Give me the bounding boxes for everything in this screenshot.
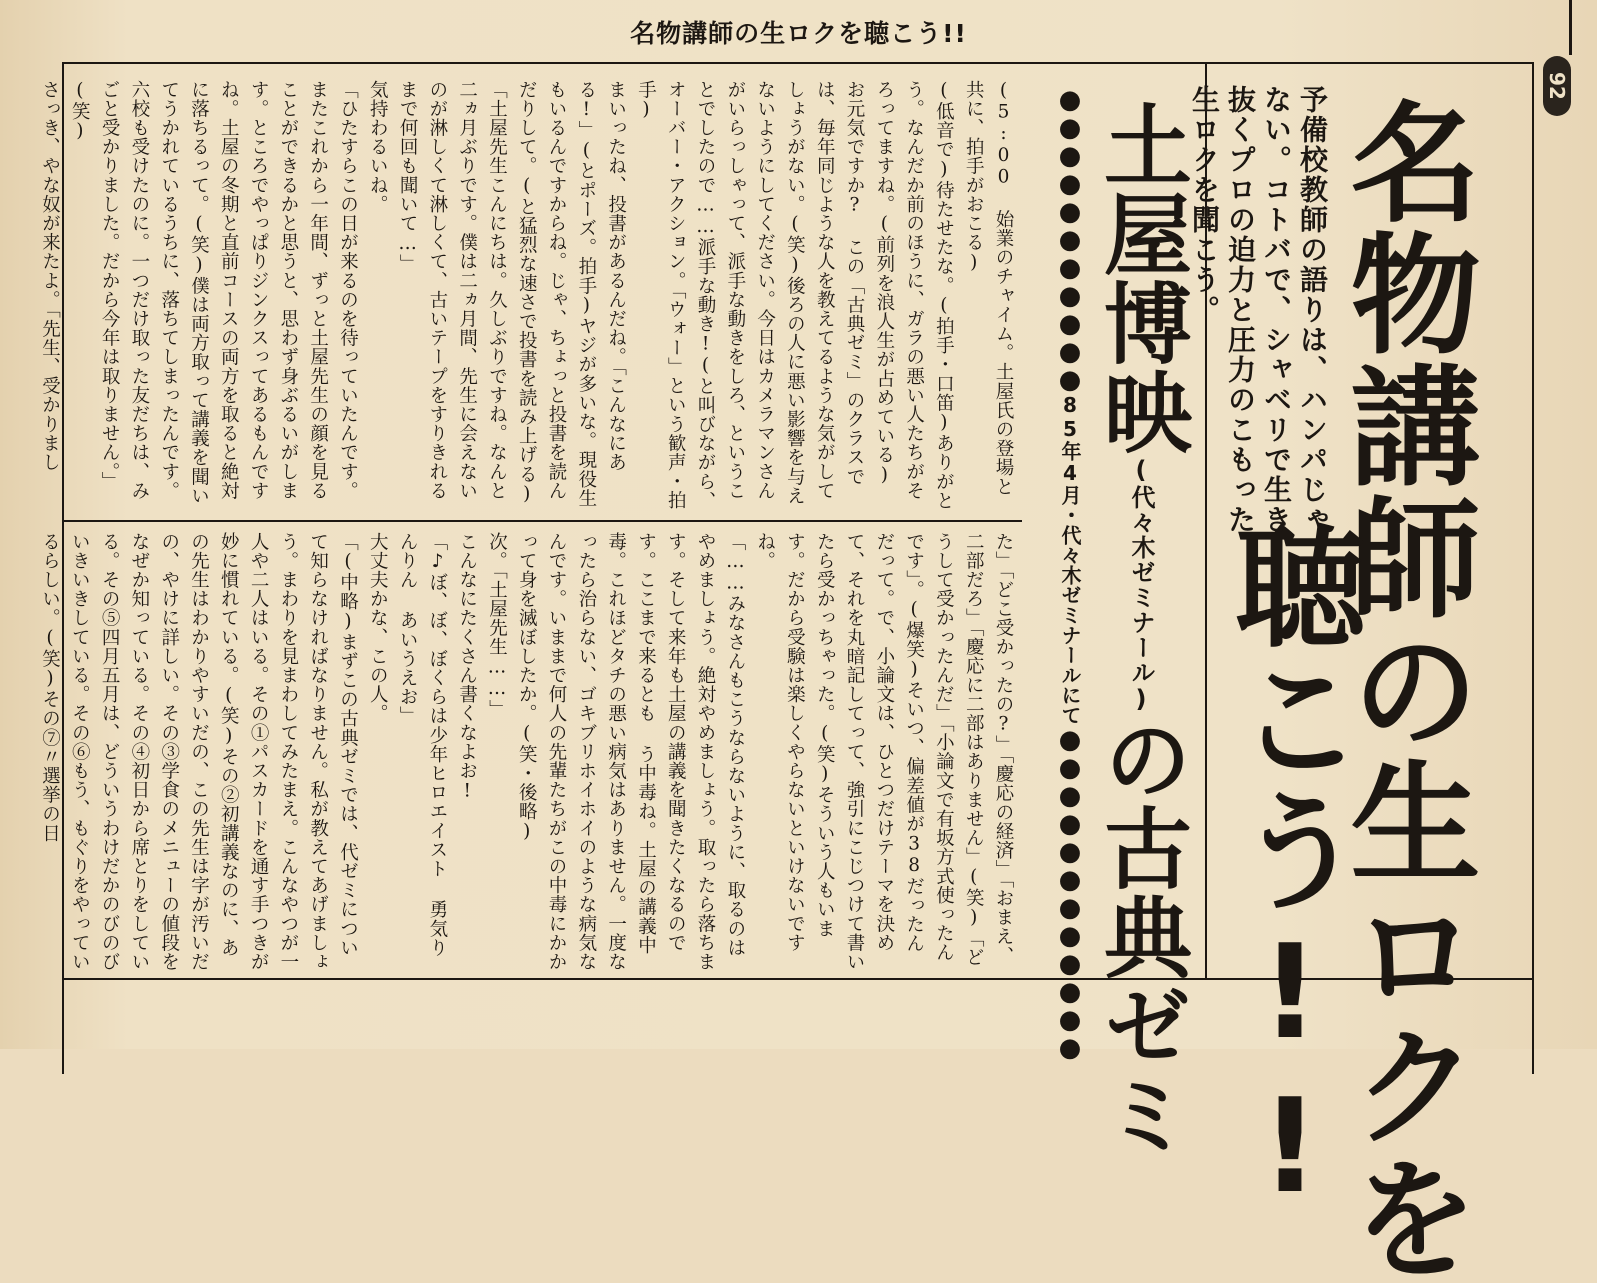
lower-para-1: た」「どこ受かったの?」「慶応の経済」「おまえ、二部だろ」「慶応に二部はありません」(笑)「どうして受かったんだ」「小論文で有坂方式使ったんです」。(爆笑)そいつ、偏差値が38だったんだって。で、小論文は、ひとつだけテーマを決めて、それを丸暗記してって、強引にこじつけて書いたら受かっちゃった。(笑)そういう人もいます。だから受験は楽しくやらないといけないですね。	[754, 532, 1014, 972]
upper-para-8: (笑)	[69, 80, 91, 143]
body-lower	[39, 532, 1018, 972]
upper-para-9: さっき、やな奴が来たよ。「先生、受かりまし	[39, 80, 61, 472]
edge-rule	[1569, 0, 1572, 55]
lower-para-5: 「♪ぼ、ぼ、ぼくらは少年ヒロエイスト 勇気りんりん あいうえお」	[397, 532, 448, 958]
dateline-text: 85年4月・代々木ゼミナールにて	[1058, 393, 1082, 725]
feature-title-line2: 聴こう!!	[1214, 520, 1366, 1224]
upper-para-4: まいったね、投書があるんだね。「こんなにある!」(とポーズ。拍手)ヤジが多いな。現役生もいるんですからね。じゃ、ちょっと投書を読んだりして。(と猛烈な速さで投書を読み上げる)	[516, 80, 627, 508]
section-title	[1090, 100, 1193, 1159]
section-title-tail: の古典ゼミ	[1090, 714, 1193, 1159]
upper-para-3: お元気ですか? この「古典ゼミ」のクラスでは、毎年同じような人を教えてるような気がしてしょうがない。(笑)後ろの人に悪い影響を与えないようにしてください。今日はカメラマンさんがいらっしゃって、派手な動きをしろ、ということでしたので……派手な動き!(と叫びながら、オーバー・アクション。「ウォー」という歓声・拍手)	[635, 80, 866, 511]
lower-para-4: こんなにたくさん書くなよお!	[456, 532, 478, 802]
lower-para-6: 大丈夫かな、この人。	[367, 532, 389, 723]
lower-para-3: 次。「土屋先生……」	[486, 532, 508, 719]
upper-para-5: 「土屋先生こんにちは。久しぶりですね。なんと二ヵ月ぶりです。僕は二ヵ月間、先生に会えないのが淋しくて淋しくて、古いテープをすりきれるまで何回も聞いて…」	[397, 80, 508, 501]
lower-para-7: 「(中略)まずこの古典ゼミでは、代ゼミについて知らなければなりません。私が教えてあげましょう。まわりを見まわしてみたまえ。こんなやつが一人や二人はいる。その①パスカードを通す手つきが妙に慣れている。(笑)その②初講義なのに、あの先生はわかりやすいだの、この先生は字が汚いだの、やけに詳しい。その③学食のメニューの値段をなぜか知っている。その④初日から席とりをしている。その⑤四月五月は、どういうわけだかのびのびいきいきしている。その⑥もう、もぐりをやっているらしい。(笑)その⑦〃選挙の日	[39, 532, 359, 972]
upper-para-1: (5:00 始業のチャイム。土屋氏の登場と共に、拍手がおこる)	[963, 80, 1014, 497]
page-number: 92	[1543, 56, 1571, 116]
lower-para-2: 「……みなさんもこうならないように、取るのはやめましょう。絶対やめましょう。取ったら落ちます。そして来年も土屋の講義を聞きたくなるのです。ここまで来るとも う中毒ね。土屋の講義中毒。これほどタチの悪い病気はありません。一度なったら治らない、ゴキブリホイホイのような病気なんです。いままで何人の先輩たちがこの中毒にかかって身を滅ぼしたか。(笑・後略)	[516, 532, 746, 972]
section-title-main: 土屋博映	[1090, 100, 1193, 456]
column-divider	[62, 520, 1022, 522]
feature-title-line1: 名物講師の生ロクを	[1329, 95, 1481, 1283]
dateline	[1055, 85, 1085, 1061]
section-title-paren: (代々木ゼミナール)	[1127, 456, 1155, 714]
upper-para-7: 「ひたすらこの日が来るのを待っていたんです。またこれから一年間、ずっと土屋先生の顔を見ることができるかと思うと、思わず身ぶるいがします。ところでやっぱりジンクスってあるもんですね。土屋の冬期と直前コースの両方を取ると絶対に落ちるって。(笑)僕は両方取って講義を聞いてうかれているうちに、落ちてしまったんです。六校も受けたのに。一つだけ取った友だちは、みごと受かりました。だから今年は取りません。」	[99, 80, 359, 506]
upper-para-2: (低音で)待たせたな。(拍手・口笛)ありがとう。なんだか前のほうに、ガラの悪い人たちがそろってますね。(前列を浪人生が占めている)	[873, 80, 955, 511]
running-title: 名物講師の生ロクを聴こう!!	[630, 19, 967, 48]
feature-lead: 予備校教師の語りは、ハンパじゃない。コトバで、シャベリで生き抜くプロの迫力と圧力のこもった生ロクを聞こう。	[1188, 85, 1329, 535]
dots-after: ●●●●●●●●●●●●	[1055, 725, 1085, 1061]
dots-before: ●●●●●●●●●●●	[1055, 85, 1085, 393]
body-upper	[39, 80, 1018, 512]
upper-para-6: 気持わるいね。	[367, 80, 389, 214]
